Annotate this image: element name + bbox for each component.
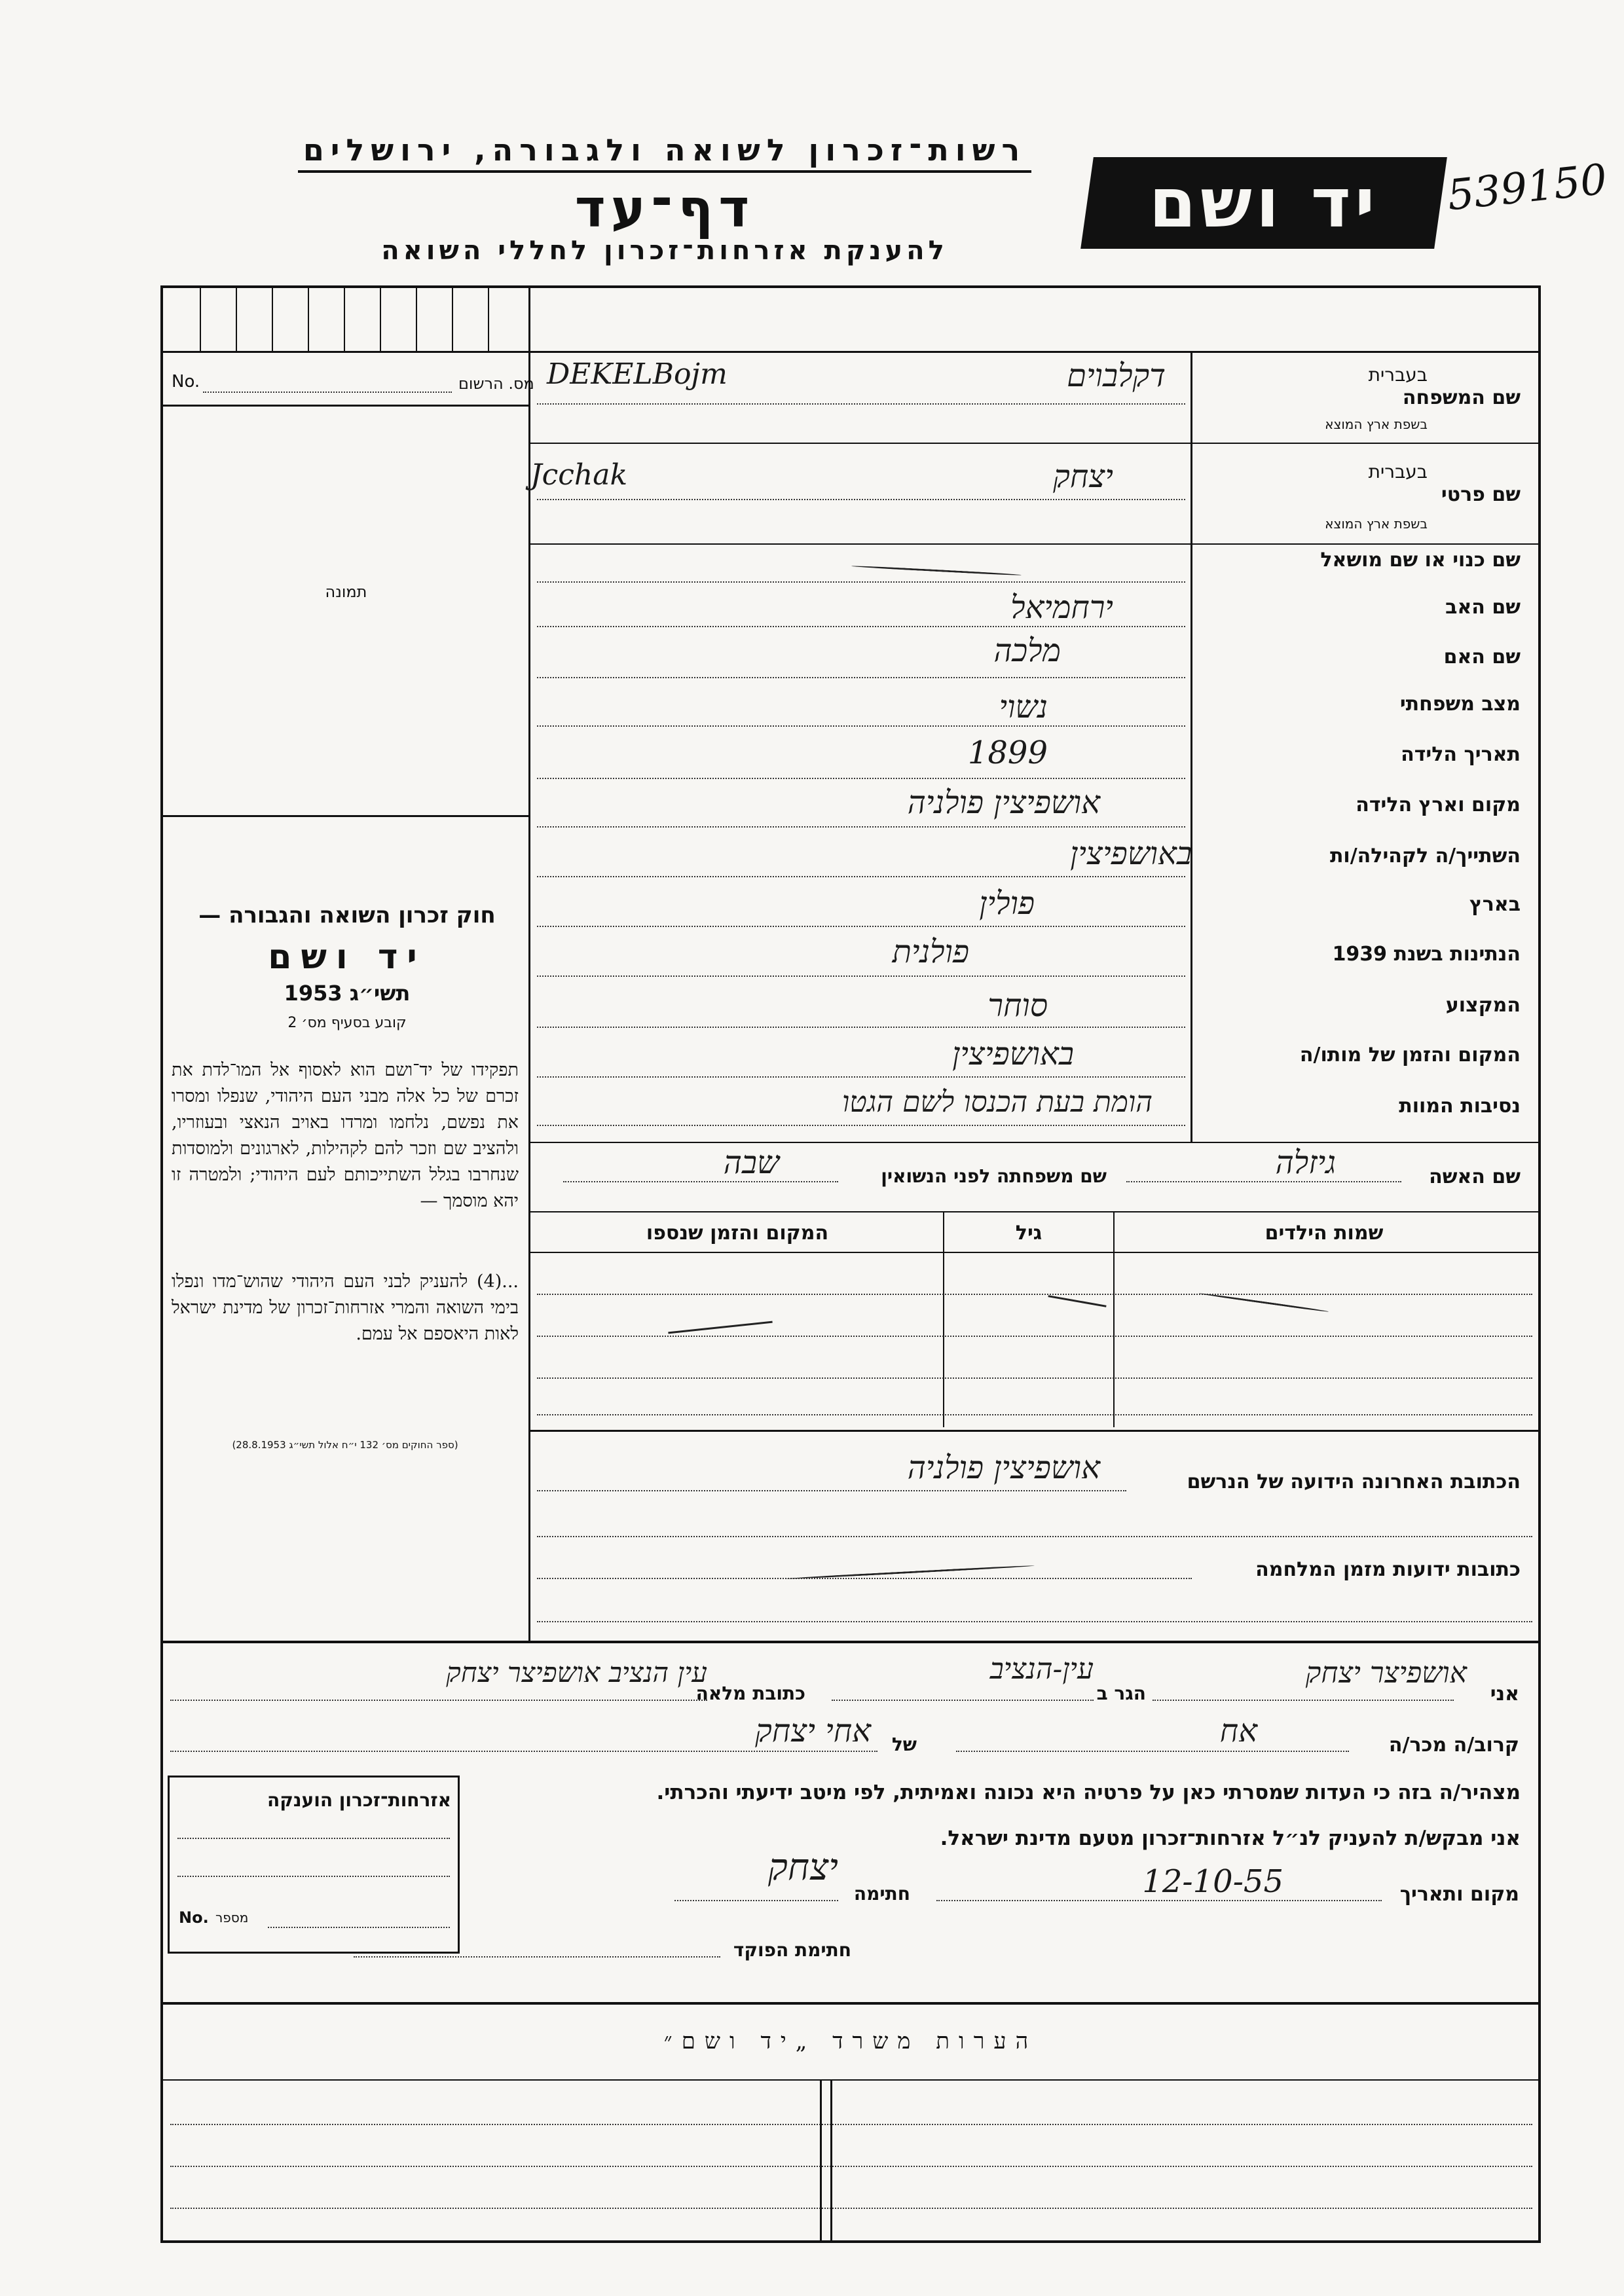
wife-row-bottom bbox=[529, 1211, 1541, 1212]
last-address-line-2 bbox=[537, 1536, 1532, 1537]
profession-label: המקצוע bbox=[1445, 994, 1521, 1017]
birth-place-value[interactable]: אושפיצין פולניה bbox=[907, 784, 1100, 821]
wartime-address-label: כתובות ידועות מזמן המלחמה bbox=[1255, 1558, 1521, 1581]
photo-label: תמונה bbox=[325, 583, 367, 601]
frame-left bbox=[160, 285, 163, 2243]
citizenship-granted-title: אזרחות־זכרון הוענקה bbox=[267, 1789, 451, 1811]
page-subtitle: להענקת אזרחות־זכרון לחללי השואה bbox=[381, 236, 948, 266]
nickname-dash bbox=[851, 565, 1022, 576]
citizenship-granted-no-latin: No. bbox=[179, 1908, 209, 1927]
children-row-2 bbox=[537, 1336, 1532, 1337]
place-date-value[interactable]: 12-10-55 bbox=[1142, 1863, 1283, 1900]
children-header-age: גיל bbox=[1015, 1222, 1043, 1245]
last-address-line bbox=[537, 1490, 1126, 1491]
officer-signature-line bbox=[354, 1956, 720, 1958]
photo-bottom bbox=[160, 815, 529, 817]
first-name-label: שם פרטי bbox=[1441, 483, 1521, 506]
marital-status-label: מצב משפחתי bbox=[1399, 693, 1521, 716]
relative-line bbox=[956, 1751, 1349, 1752]
family-name-bottom bbox=[529, 443, 1541, 444]
full-address-label: כתובת מלאה bbox=[695, 1683, 805, 1704]
wartime-address-line-2 bbox=[537, 1621, 1532, 1622]
notes-line-3 bbox=[170, 2208, 1532, 2209]
country-label: בארץ bbox=[1469, 893, 1521, 916]
notes-title: הערות משרד „יד ושם״ bbox=[663, 2028, 1038, 2054]
family-name-hebrew-value[interactable]: דקלבוים bbox=[1067, 357, 1166, 394]
law-source: (ספר החוקים מס׳ 132 י״ח אלול תשי״ג 28.8.1953) bbox=[232, 1439, 458, 1451]
citizenship-1939-value[interactable]: פולנית bbox=[892, 934, 969, 970]
citizenship-1939-line bbox=[537, 975, 1185, 977]
left-reg-divider bbox=[160, 405, 529, 407]
death-circumstances-value[interactable]: הומת בעת הכנסו לשם הגטו bbox=[841, 1085, 1153, 1119]
death-place-time-line bbox=[537, 1076, 1185, 1078]
authority-heading: רשות־זכרון לשואה ולגבורה, ירושלים bbox=[298, 132, 1031, 173]
signature-line bbox=[674, 1900, 838, 1901]
birth-date-label: תאריך הלידה bbox=[1401, 743, 1521, 766]
name-row-top bbox=[160, 351, 1541, 353]
birth-place-line bbox=[537, 826, 1185, 828]
last-address-value[interactable]: אושפיצין פולניה bbox=[907, 1449, 1100, 1486]
law-title: חוק זכרון השואה והגבורה — bbox=[198, 902, 496, 928]
officer-signature-label: חתימת הפוקד bbox=[733, 1939, 851, 1961]
declarant-name-line bbox=[1153, 1700, 1454, 1701]
mother-name-label: שם האם bbox=[1443, 646, 1521, 668]
signature-value[interactable]: יצחק bbox=[767, 1846, 838, 1889]
declaration-statement-1: מצהיר/ה בזה כי העדות שמסרתי כאן על פרטיה היא נכונה ואמיתית, לפי מיטב ידיעתי והכרתי. bbox=[656, 1781, 1521, 1804]
notes-line-1 bbox=[170, 2124, 1532, 2125]
father-name-value[interactable]: ירחמיאל bbox=[1010, 589, 1113, 626]
children-row-4 bbox=[537, 1414, 1532, 1415]
wartime-address-line bbox=[537, 1578, 1192, 1579]
country-line bbox=[537, 926, 1185, 927]
family-name-origin-value[interactable]: DEKELBojm bbox=[547, 357, 728, 391]
notes-title-bottom bbox=[160, 2079, 1541, 2081]
family-name-hebrew-label: בעברית bbox=[1368, 364, 1428, 386]
notes-divider-1 bbox=[820, 2079, 822, 2240]
marital-status-line bbox=[537, 725, 1185, 727]
children-table-bottom bbox=[529, 1430, 1541, 1432]
declarant-i-label: אני bbox=[1490, 1683, 1519, 1705]
document-number: 539150 bbox=[1445, 155, 1610, 221]
last-address-label: הכתובת האחרונה הידועה של הנרשם bbox=[1187, 1470, 1521, 1493]
birth-date-line bbox=[537, 778, 1185, 779]
full-address-value[interactable]: עין הנציב אושפיצר יצחק bbox=[446, 1656, 707, 1688]
nickname-label: שם כנוי או שם מושאל bbox=[1320, 549, 1521, 572]
profession-value[interactable]: סוחר bbox=[987, 987, 1048, 1024]
fields-bottom bbox=[529, 1142, 1541, 1143]
place-date-label: מקום ותאריך bbox=[1399, 1883, 1519, 1906]
wife-name-label: שם האשה bbox=[1429, 1165, 1521, 1188]
of-label: של bbox=[891, 1734, 917, 1755]
first-name-line-1 bbox=[537, 499, 1185, 500]
declarant-name-value[interactable]: אושפיצר יצחק bbox=[1305, 1656, 1467, 1690]
mother-name-value[interactable]: מלכה bbox=[993, 632, 1061, 669]
first-name-bottom bbox=[529, 543, 1541, 545]
law-year: תשי״ג 1953 bbox=[284, 981, 411, 1006]
family-name-label: שם המשפחה bbox=[1402, 386, 1521, 409]
citizenship-1939-label: הנתינות בשנת 1939 bbox=[1332, 943, 1521, 966]
children-names-dash bbox=[1199, 1292, 1329, 1313]
citizenship-granted-no-label: מספר bbox=[215, 1910, 249, 1925]
country-value[interactable]: פולין bbox=[979, 885, 1035, 922]
frame-right bbox=[1538, 285, 1541, 2243]
signature-label: חתימה bbox=[853, 1883, 910, 1904]
maiden-name-value[interactable]: שבה bbox=[723, 1144, 779, 1181]
frame-bottom bbox=[160, 2240, 1541, 2243]
profession-line bbox=[537, 1027, 1185, 1028]
family-name-origin-label: בשפת ארץ המוצא bbox=[1325, 416, 1428, 432]
first-name-origin-value[interactable]: Jcchak bbox=[530, 458, 628, 492]
birth-place-label: מקום וארץ הלידה bbox=[1356, 793, 1521, 816]
nickname-line bbox=[537, 581, 1185, 583]
death-place-time-value[interactable]: באושפיצין bbox=[952, 1036, 1074, 1072]
law-text-citizenship: ...(4) להעניק לבני העם היהודי שהוש־מדו ונפלו בימי השואה והמרי אזרחות־זכרון של מדינת ישראל לאות היאספם אל עמם. bbox=[172, 1271, 519, 1344]
maiden-name-label: שם משפחתה לפני הנשואין bbox=[881, 1165, 1107, 1187]
relative-value[interactable]: אח bbox=[1219, 1713, 1257, 1749]
declaration-statement-2: אני מבקש/ת להעניק לנ״ל אזרחות־זכרון מטעם מדינת ישראל. bbox=[940, 1827, 1521, 1850]
of-value[interactable]: אחי יצחק bbox=[755, 1713, 871, 1749]
page-title: דף־עד bbox=[574, 178, 755, 239]
resides-line bbox=[832, 1700, 1094, 1701]
children-header-bottom bbox=[529, 1252, 1541, 1253]
mother-name-line bbox=[537, 677, 1185, 678]
family-name-line-1 bbox=[537, 403, 1185, 405]
children-age-dash bbox=[1048, 1295, 1106, 1307]
notes-line-2 bbox=[170, 2166, 1532, 2167]
children-place-dash bbox=[668, 1321, 772, 1334]
birth-date-value[interactable]: 1899 bbox=[967, 735, 1048, 771]
logo-text: יד ושם bbox=[1149, 163, 1379, 243]
first-name-hebrew-label: בעברית bbox=[1368, 461, 1428, 483]
first-name-origin-label: בשפת ארץ המוצא bbox=[1325, 516, 1428, 532]
children-row-3 bbox=[537, 1377, 1532, 1379]
resides-label: הגר ב bbox=[1096, 1683, 1146, 1704]
reference-grid bbox=[164, 288, 528, 351]
law-section: קובע בסעיף מס׳ 2 bbox=[287, 1015, 407, 1031]
death-place-time-label: המקום והזמן של מותו/ה bbox=[1299, 1044, 1521, 1066]
community-line bbox=[537, 876, 1185, 877]
relative-label: קרוב/ה מכר/ה bbox=[1388, 1734, 1519, 1757]
address-section-bottom bbox=[160, 1641, 1541, 1643]
fields-label-divider bbox=[1190, 351, 1192, 1143]
wife-name-line bbox=[1126, 1181, 1401, 1182]
community-value[interactable]: באושפיצין bbox=[1070, 835, 1192, 872]
resides-value[interactable]: עין-הנציב bbox=[989, 1652, 1094, 1686]
citizenship-granted-box bbox=[168, 1776, 460, 1954]
death-circumstances-line bbox=[537, 1125, 1185, 1126]
of-line bbox=[170, 1751, 877, 1752]
children-header-names: שמות הילדים bbox=[1264, 1222, 1384, 1245]
community-label: השתייך/ה לקהילה/ות bbox=[1329, 845, 1521, 867]
photo-placeholder bbox=[164, 407, 528, 814]
registration-number-latin: No. bbox=[172, 372, 200, 392]
children-header-place-time: המקום והזמן שנספו bbox=[646, 1222, 829, 1245]
father-name-label: שם האב bbox=[1445, 596, 1521, 619]
law-text-purpose: תפקידו של יד־ושם הוא לאסוף אל המו־לדת את זכרם של כל אלה מבני העם היהודי, שנפלו ומסרו את נפשם, נלחמו ומרדו באויב הנאצי ובעוזריו, ולהציב שם וזכר להם לקהילות, לארגונים ולמוסדות שנחרבו בגלל השתייכותם לעם היהודי; ולמטרה זו יהא מוסמך — bbox=[172, 1060, 519, 1211]
notes-divider-2 bbox=[830, 2079, 832, 2240]
registration-number-label: מס. הרשום bbox=[458, 374, 534, 393]
yad-vashem-logo bbox=[1080, 157, 1447, 249]
father-name-line bbox=[537, 626, 1185, 627]
full-address-line bbox=[170, 1700, 707, 1701]
death-circumstances-label: נסיבות המוות bbox=[1399, 1095, 1521, 1118]
notes-top bbox=[160, 2002, 1541, 2005]
place-date-line bbox=[936, 1900, 1382, 1901]
marital-status-value[interactable]: נשוי bbox=[999, 689, 1048, 725]
children-row-1 bbox=[537, 1294, 1532, 1295]
wife-name-value[interactable]: גיזלה bbox=[1275, 1144, 1336, 1181]
registration-number-field[interactable] bbox=[203, 392, 452, 393]
law-name: יד ושם bbox=[268, 938, 426, 977]
first-name-hebrew-value[interactable]: יצחק bbox=[1053, 458, 1113, 495]
maiden-name-line bbox=[563, 1181, 838, 1182]
